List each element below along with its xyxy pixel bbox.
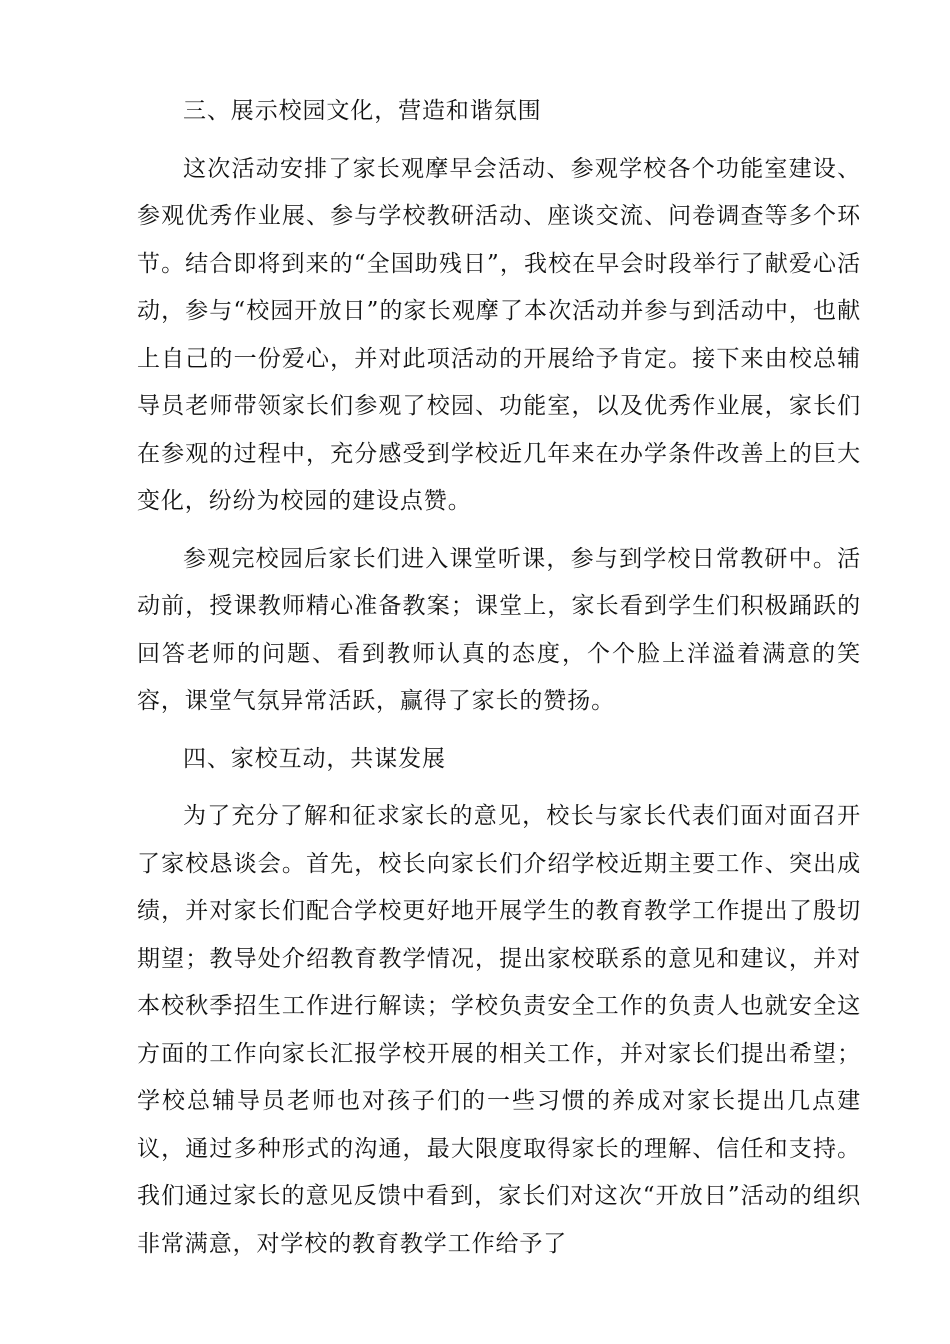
section-heading-4: 四、家校互动，共谋发展 — [183, 745, 446, 772]
section-heading-3: 三、展示校园文化，营造和谐氛围 — [183, 98, 542, 124]
paragraph-classroom: 参观完校园后家长们进入课堂听课，参与到学校日常教研中。活动前，授课教师精心准备教案；课堂上，家长看到学生们积极踊跃的回答老师的问题、看到教师认真的态度，个个脸上洋溢着满意的笑容，课堂气氛异常活跃，赢得了家长的赞扬。 — [137, 545, 861, 714]
document-body — [137, 88, 861, 1278]
paragraph-activities: 这次活动安排了家长观摩早会活动、参观学校各个功能室建设、参观优秀作业展、参与学校教研活动、座谈交流、问卷调查等多个环节。结合即将到来的“全国助残日”，我校在早会时段举行了献爱心活动，参与“校园开放日”的家长观摩了本次活动并参与到活动中，也献上自己的一份爱心，并对此项活动的开展给予肯定。接下来由校总辅导员老师带领家长们参观了校园、功能室，以及优秀作业展，家长们在参观的过程中，充分感受到学校近几年来在办学条件改善上的巨大变化，纷纷为校园的建设点赞。 — [137, 155, 861, 514]
paragraph-meeting: 为了充分了解和征求家长的意见，校长与家长代表们面对面召开了家校恳谈会。首先，校长向家长们介绍学校近期主要工作、突出成绩，并对家长们配合学校更好地开展学生的教育教学工作提出了殷切期望；教导处介绍教育教学情况，提出家校联系的意见和建议，并对本校秋季招生工作进行解读；学校负责安全工作的负责人也就安全这方面的工作向家长汇报学校开展的相关工作，并对家长们提出希望；学校总辅导员老师也对孩子们的一些习惯的养成对家长提出几点建议，通过多种形式的沟通，最大限度取得家长的理解、信任和支持。我们通过家长的意见反馈中看到，家长们对这次“开放日”活动的组织非常满意，对学校的教育教学工作给予了 — [137, 803, 861, 1257]
